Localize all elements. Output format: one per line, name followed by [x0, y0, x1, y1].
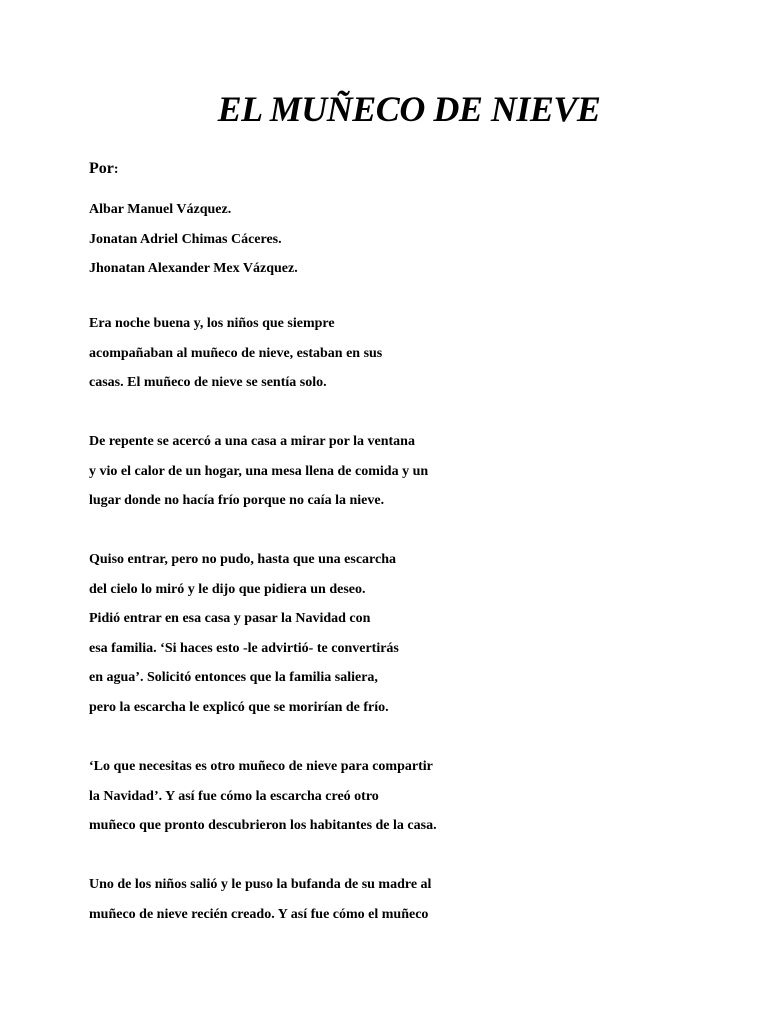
text-line: Quiso entrar, pero no pudo, hasta que una escarcha: [89, 552, 397, 567]
text-line: muñeco de nieve recién creado. Y así fue cómo el muñeco: [89, 906, 429, 922]
paragraph-2: [89, 427, 428, 516]
text-line: Pidió entrar en esa casa y pasar la Navidad con: [89, 611, 371, 627]
text-line: ‘Lo que necesitas es otro muñeco de nieve para compartir: [89, 759, 433, 774]
author-name: Jonatan Adriel Chimas Cáceres.: [89, 231, 282, 247]
paragraph-1: [89, 309, 382, 398]
paragraph-3: [89, 545, 399, 723]
text-line: Uno de los niños salió y le puso la bufanda de su madre al: [89, 877, 432, 892]
text-line: muñeco que pronto descubrieron los habitantes de la casa.: [89, 818, 437, 834]
byline-label: Por: [89, 160, 114, 177]
text-line: pero la escarcha le explicó que se morirían de frío.: [89, 699, 389, 715]
text-line: y vio el calor de un hogar, una mesa llena de comida y un: [89, 463, 429, 479]
text-line: casas. El muñeco de nieve se sentía solo.: [89, 375, 327, 391]
text-line: De repente se acercó a una casa a mirar por la ventana: [89, 434, 415, 449]
text-line: la Navidad’. Y así fue cómo la escarcha creó otro: [89, 788, 379, 804]
text-line: lugar donde no hacía frío porque no caía la nieve.: [89, 493, 385, 509]
document-title: EL MUÑECO DE NIEVE: [217, 89, 601, 129]
paragraph-5: [89, 870, 431, 929]
text-line: esa familia. ‘Si haces esto -le advirtió- te convertirás: [89, 640, 399, 656]
paragraph-4: [89, 752, 437, 841]
text-line: del cielo lo miró y le dijo que pidiera un deseo.: [89, 581, 366, 597]
text-line: en agua’. Solicitó entonces que la familia saliera,: [89, 670, 378, 686]
author-name: Jhonatan Alexander Mex Vázquez.: [89, 261, 298, 277]
author-name: Albar Manuel Vázquez.: [89, 202, 232, 217]
byline: [89, 160, 119, 178]
byline-colon: :: [113, 162, 119, 177]
text-line: Era noche buena y, los niños que siempre: [89, 316, 335, 331]
text-line: acompañaban al muñeco de nieve, estaban en sus: [89, 345, 383, 361]
author-list: [89, 195, 298, 284]
